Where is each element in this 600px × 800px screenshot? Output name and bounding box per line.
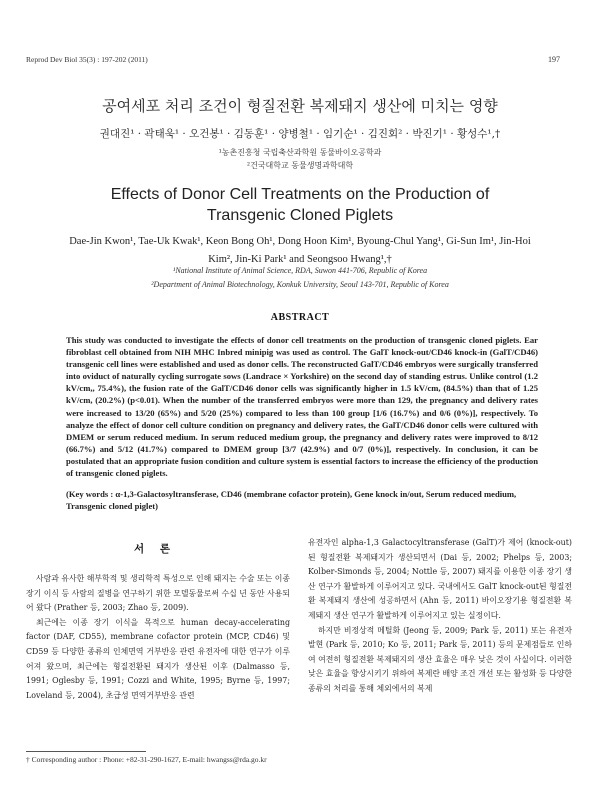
keywords-label: (Key words : (66, 489, 114, 499)
introduction-heading: 서 론 (134, 543, 176, 555)
abstract-heading: ABSTRACT (270, 312, 330, 323)
corresponding-author-footnote: † Corresponding author : Phone: +82-31-290-1627, E-mail: hwangss@rda.go.kr (26, 755, 267, 764)
page-number: 197 (548, 55, 560, 64)
running-head: Reprod Dev Biol 35(3) : 197-202 (2011) (26, 55, 148, 64)
footnote-divider (26, 751, 146, 752)
affiliation-korean-1: ¹농촌진흥청 국립축산과학원 동물바이오공학과 (218, 148, 382, 157)
intro-paragraph: 유전자인 alpha-1,3 Galactocyltransferase (GalT)가 제어 (knock-out)된 형질전환 복제돼지가 생산되면서 (Dai 등, 2002; Phelps 등, 2003; Kolber-Simonds 등, 2004; Nottle 등, 2007) 돼지를 이용한 이종 장기 생산 연구가 활발하게 이루어지고 있다. 국내에서도 GalT knock-out된 형질전환 복제돼지 생산에 성공하면서 (Ahn 등, 2011) 바이오장기용 형질전환 복제돼지 생산 연구가 활발하게 이루어지고 있는 실정이다. (308, 538, 572, 620)
authors-korean: 권대진¹ · 곽태욱¹ · 오건봉¹ · 김동훈¹ · 양병철¹ · 임기순¹ · 김진회² · 박진기¹ · 황성수¹,† (99, 128, 501, 140)
authors-english: Dae-Jin Kwon¹, Tae-Uk Kwak¹, Keon Bong Oh¹, Dong Hoon Kim¹, Byoung-Chul Yang¹, Gi-Sun Im¹, Jin-Hoi Kim², Jin-Ki Park¹ and Seongsoo Hwang¹,† (69, 236, 531, 265)
intro-paragraph: 사람과 유사한 해부학적 및 생리학적 특성으로 인해 돼지는 수술 또는 이종장기 이식 등 사람의 질병을 연구하기 위한 모델동물로써 수십 년 동안 사용되어 왔다 (Prather 등, 2003; Zhao 등, 2009). (26, 574, 290, 613)
intro-paragraph: 최근에는 이종 장기 이식을 목적으로 human decay-accelerating factor (DAF, CD55), membrane cofactor protein (MCP, CD46) 및 CD59 등 다양한 종류의 인체면역 거부반응 관련 유전자에 대한 연구가 이루어져 왔으며, 최근에는 형질전환된 돼지가 생산된 이후 (Dalmasso 등, 1991; Oglesby 등, 1991; Cozzi and White, 1995; Byrne 등, 1997; Loveland 등, 2004), 초급성 면역거부반응 관련 (26, 617, 290, 700)
affiliation-korean-2: ²건국대학교 동물생명과학대학 (246, 161, 354, 170)
intro-paragraph: 하지만 비정상적 메틸화 (Jeong 등, 2009; Park 등, 2011) 또는 유전자 발현 (Park 등, 2010; Ko 등, 2011; Park 등, 2011) 등의 문제점들로 인하여 여전히 형질전환 복제돼지의 생산 효율은 매우 낮은 것이 사실이다. 이러한 낮은 효율을 향상시키기 위하여 복제란 배양 조건 개선 또는 활성화 등 다양한 종류의 처리를 통해 체외에서의 복제 (308, 625, 572, 693)
introduction-right-column (308, 536, 572, 697)
abstract-body: This study was conducted to investigate the effects of donor cell treatments on the production of transgenic cloned piglets. Ear fibroblast cell obtained from NIH MHC Inbred minipig was used as control. The GalT knock-out/CD46 knock-in (GalT/CD46) transgenic cell lines were established and used as donor cells. The reconstructed GalT/CD46 embryos were surgically transferred into oviduct of naturally cycling surrogate sows (Landrace × Yorkshire) on the second day of standing estrus. Unlike control (1.2 kV/cm,, 75.4%), the fusion rate of the GalT/CD46 donor cells was significantly higher in 1.5 kV/cm, (84.5%) than that of 1.25 kV/cm, (20.2%) (p<0.01). When the number of the transferred embryos were more than 129, the pregnancy and delivery rates were increased to 13/20 (65%) and 5/20 (25%) compared to less than 100 group [1/6 (16.7%) and 0/6 (0%)], respectively. To analyze the effect of donor cell culture condition on pregnancy and delivery rates, the GalT/CD46 donor cells were cultured with DMEM or serum reduced medium. In serum reduced medium group, the pregnancy and delivery rates were improved to 8/12 (66.7%) and 5/12 (41.7%) compared to DMEM group [3/7 (42.9%) and 0/7 (0%)], respectively. In conclusion, it can be postulated that an appropriate fusion condition and culture system is essential factors to increase the efficiency of the production of transgenic cloned piglets. (66, 335, 538, 479)
title-english: Effects of Donor Cell Treatments on the Production of Transgenic Cloned Piglets (110, 186, 490, 224)
keywords (66, 488, 538, 512)
title-korean: 공여세포 처리 조건이 형질전환 복제돼지 생산에 미치는 영향 (102, 97, 498, 115)
introduction-left-column (26, 572, 290, 703)
keywords-text: α-1,3-Galactosyltransferase, CD46 (membrane cofactor protein), Gene knock in/out, Serum reduced medium, Transgenic cloned piglet) (66, 489, 517, 512)
affiliation-english-2: ²Department of Animal Biotechnology, Konkuk University, Seoul 143-701, Republic of Korea (151, 280, 449, 289)
affiliation-english-1: ¹National Institute of Animal Science, RDA, Suwon 441-706, Republic of Korea (172, 266, 428, 275)
